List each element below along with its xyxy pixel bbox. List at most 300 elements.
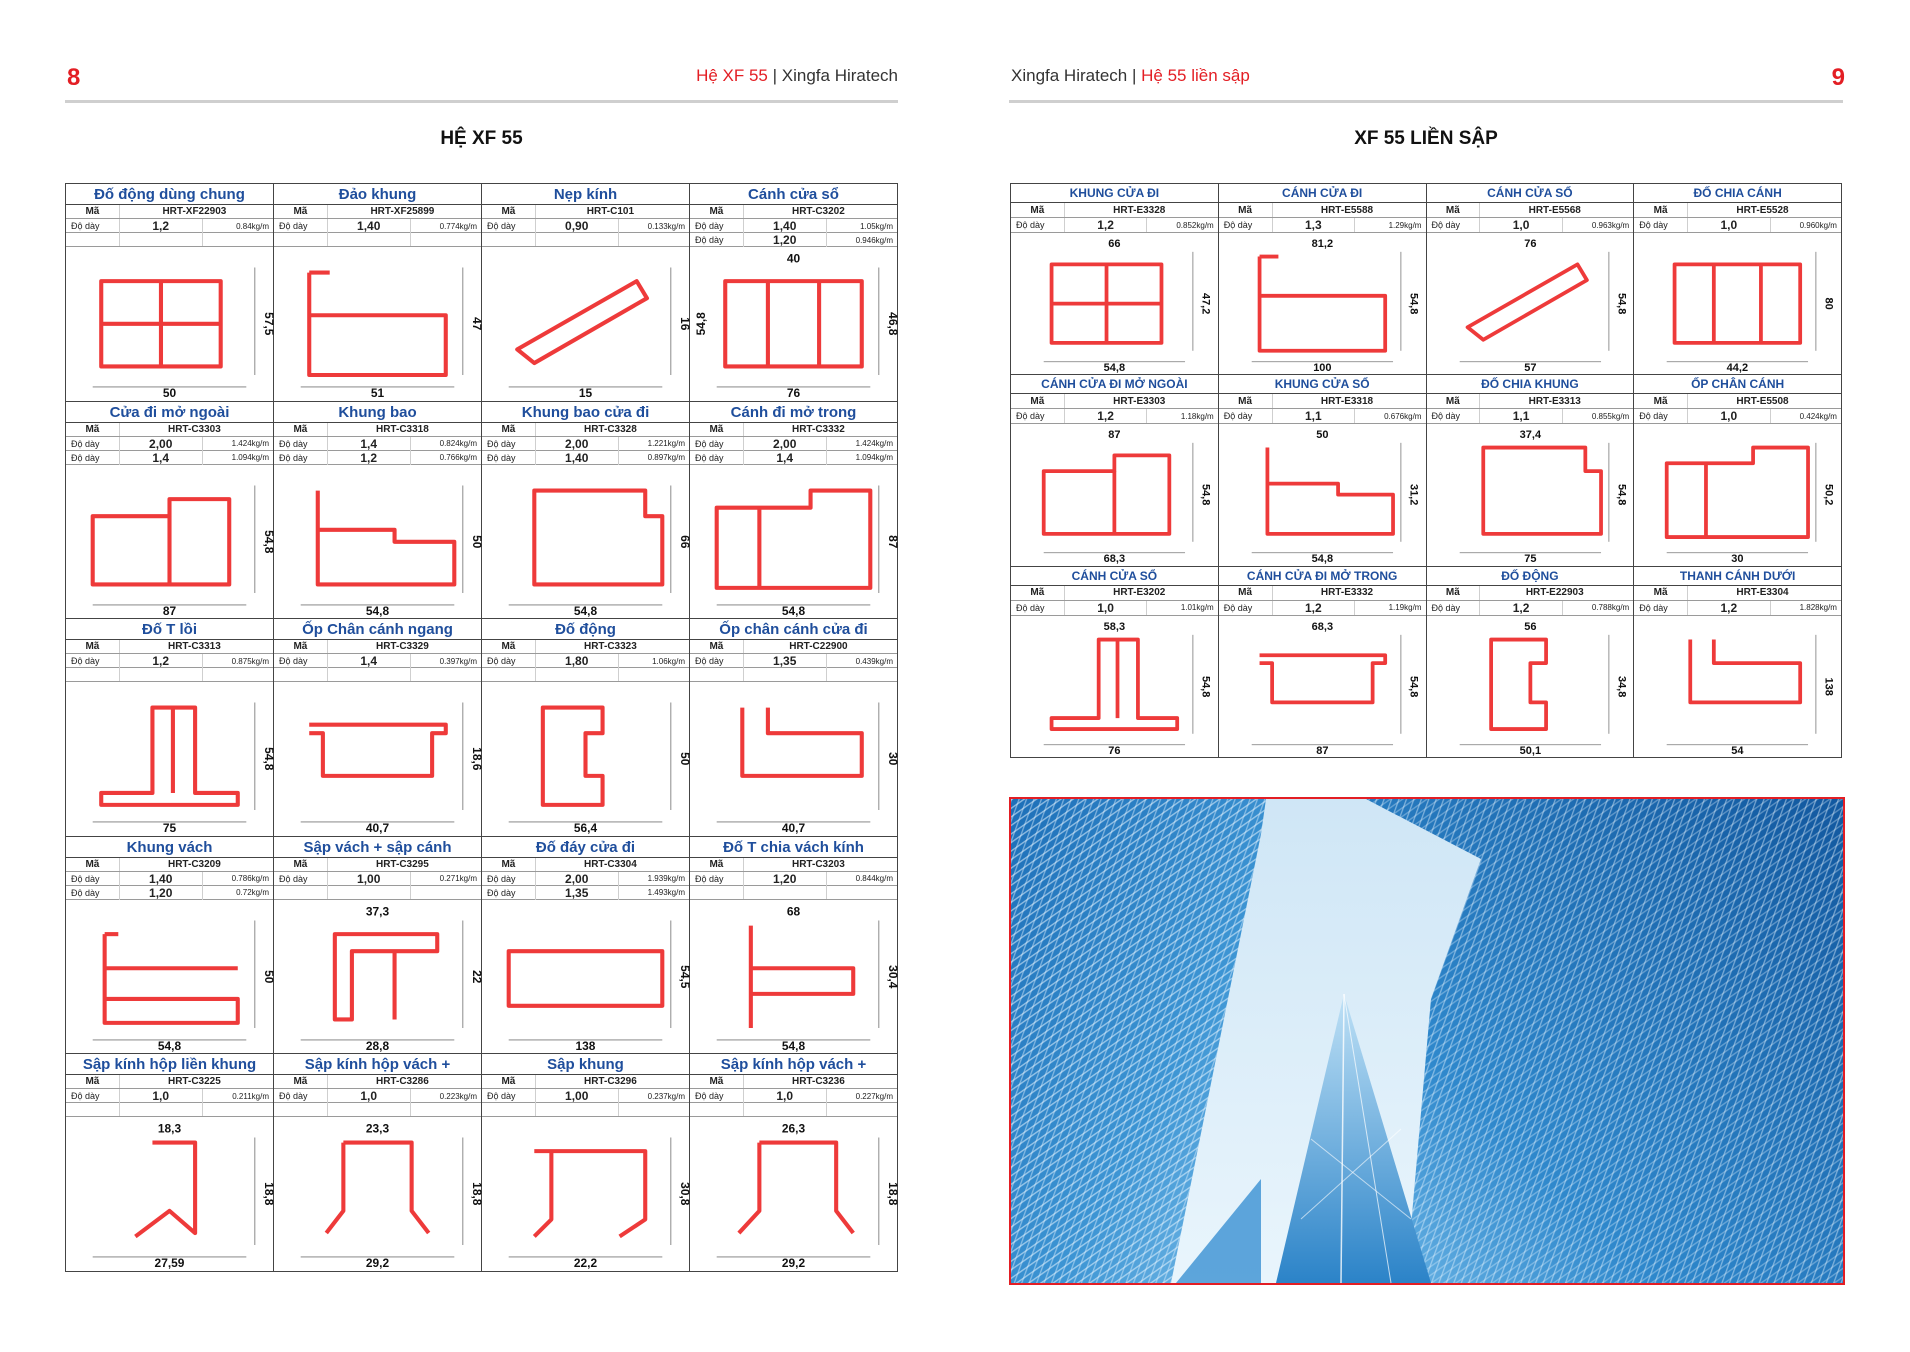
thickness-label: Độ dày — [690, 437, 744, 451]
profile-card-canh-cua-di-mo-ngoai — [1011, 375, 1219, 566]
running-head-separator: | — [772, 66, 782, 85]
thickness-row — [66, 437, 273, 451]
dimension-label: 29,2 — [365, 1256, 390, 1271]
profile-name: Sập kính hộp liền khung — [66, 1054, 273, 1075]
profile-cross-section — [274, 900, 485, 1054]
code-label: Mã — [1011, 586, 1065, 600]
thickness-value: 1,40 — [744, 219, 827, 233]
dimension-label: 54,8 — [1199, 484, 1212, 506]
profile-code: HRT-E3332 — [1320, 587, 1374, 599]
running-head-brand: Xingfa Hiratech — [781, 66, 898, 85]
profile-code: HRT-E5588 — [1320, 204, 1374, 216]
code-label: Mã — [274, 423, 328, 436]
thickness-label: Độ dày — [1011, 218, 1065, 232]
profile-card-do-dong — [1427, 567, 1635, 758]
profile-cross-section — [66, 682, 277, 836]
code-row — [1634, 394, 1841, 409]
thickness-value: 1,0 — [1480, 218, 1563, 232]
weight-value: 0.946kg/m — [855, 235, 893, 245]
code-row — [1634, 203, 1841, 218]
thickness-label: Độ dày — [66, 654, 120, 668]
code-label: Mã — [1427, 203, 1481, 217]
weight-value: 1.493kg/m — [647, 888, 685, 898]
profile-drawing — [690, 465, 901, 619]
dimension-label: 23,3 — [365, 1121, 390, 1136]
profile-drawing — [274, 1117, 485, 1271]
thickness-row — [66, 872, 273, 886]
profile-code: HRT-E22903 — [1525, 587, 1584, 599]
profile-name: Cánh đi mở trong — [690, 402, 897, 423]
profile-drawing — [274, 465, 485, 619]
thickness-label: Độ dày — [482, 451, 536, 465]
thickness-value: 1,2 — [328, 451, 411, 465]
weight-value: 0.897kg/m — [647, 453, 685, 463]
weight-value: 0.875kg/m — [231, 656, 269, 666]
dimension-label: 50 — [162, 386, 177, 401]
thickness-label: Độ dày — [1427, 218, 1481, 232]
dimension-label: 54,8 — [693, 312, 708, 336]
weight-value: 1.01kg/m — [1180, 603, 1214, 613]
dimension-label: 54,8 — [781, 603, 806, 618]
dimension-label: 75 — [1523, 553, 1536, 566]
running-head-brand: Xingfa Hiratech — [1011, 66, 1128, 85]
profile-drawing — [1011, 616, 1218, 757]
profile-outline — [1667, 448, 1808, 538]
dimension-label: 40,7 — [781, 821, 806, 836]
header-rule — [1009, 100, 1843, 103]
profile-code: HRT-E5528 — [1736, 204, 1789, 216]
profile-cross-section — [66, 465, 277, 619]
weight-value: 0.824kg/m — [439, 439, 477, 449]
profile-cross-section — [1427, 616, 1634, 757]
thickness-label: Độ dày — [66, 437, 120, 451]
profile-card-sap-khung — [482, 1054, 693, 1272]
thickness-row — [482, 1089, 689, 1103]
dimension-label: 76 — [1108, 744, 1121, 757]
thickness-value: 1,2 — [120, 654, 203, 668]
code-row — [66, 640, 273, 654]
profile-card-canh-cua-so — [690, 184, 901, 402]
dimension-label: 50,2 — [1822, 484, 1835, 506]
profile-name: Đố động — [482, 619, 689, 640]
profile-outline — [1467, 264, 1586, 339]
dimension-label: 54,8 — [1199, 675, 1212, 698]
empty-spec-row — [274, 668, 481, 682]
thickness-label: Độ dày — [482, 654, 536, 668]
thickness-value: 1,20 — [744, 233, 827, 247]
profile-card-do-day-cua-di — [482, 837, 693, 1055]
profile-outline — [326, 1143, 343, 1233]
thickness-row — [690, 233, 897, 247]
profile-outline — [534, 490, 662, 584]
weight-value: 0.397kg/m — [439, 656, 477, 666]
profile-drawing — [66, 682, 277, 836]
profile-cross-section — [482, 900, 693, 1054]
thickness-value: 1,2 — [1065, 218, 1148, 232]
profile-cross-section — [66, 1117, 277, 1271]
thickness-row — [690, 437, 897, 451]
dimension-label: 50 — [1316, 429, 1329, 442]
thickness-label: Độ dày — [1427, 409, 1481, 423]
weight-value: 0.84kg/m — [236, 221, 269, 231]
thickness-row — [274, 1089, 481, 1103]
profile-outline — [1691, 639, 1801, 702]
weight-value: 1.05kg/m — [860, 221, 893, 231]
profile-cross-section — [690, 465, 901, 619]
dimension-label: 30,8 — [678, 1182, 693, 1206]
profile-cross-section — [1219, 424, 1426, 565]
dimension-label: 18,3 — [157, 1121, 182, 1136]
code-label: Mã — [66, 423, 120, 436]
thickness-value: 1,35 — [744, 654, 827, 668]
profile-cross-section — [690, 1117, 901, 1271]
code-label: Mã — [1634, 394, 1688, 408]
dimension-label: 54,8 — [1407, 292, 1420, 315]
profile-card-thanh-canh-duoi — [1634, 567, 1842, 758]
weight-value: 0.852kg/m — [1176, 220, 1214, 230]
dimension-label: 16 — [678, 317, 693, 331]
weight-value: 0.439kg/m — [855, 656, 893, 666]
profile-drawing — [482, 682, 693, 836]
code-row — [690, 205, 897, 219]
thickness-value: 1,40 — [536, 451, 619, 465]
skyscraper-photo — [1009, 797, 1845, 1285]
weight-value: 0.227kg/m — [855, 1091, 893, 1101]
weight-value: 0.211kg/m — [232, 1091, 269, 1101]
dimension-label: 44,2 — [1726, 362, 1749, 375]
code-label: Mã — [690, 205, 744, 218]
thickness-row — [1219, 409, 1426, 424]
empty-spec-row — [66, 1103, 273, 1117]
profile-code: HRT-C3304 — [583, 858, 637, 870]
dimension-label: 15 — [578, 386, 593, 401]
thickness-label: Độ dày — [690, 654, 744, 668]
thickness-row — [482, 872, 689, 886]
profile-drawing — [1011, 233, 1218, 374]
thickness-label: Độ dày — [1634, 409, 1688, 423]
thickness-value: 1,0 — [744, 1089, 827, 1103]
thickness-row — [690, 872, 897, 886]
dimension-label: 22,2 — [573, 1256, 598, 1271]
thickness-value: 2,00 — [536, 872, 619, 886]
profile-cross-section — [274, 247, 485, 401]
code-label: Mã — [274, 205, 328, 218]
profile-drawing — [1427, 616, 1634, 757]
profile-drawing — [1219, 233, 1426, 374]
thickness-value: 1,0 — [120, 1089, 203, 1103]
weight-value: 1.06kg/m — [652, 656, 685, 666]
dimension-label: 138 — [1822, 677, 1835, 696]
profile-outline — [1052, 639, 1178, 729]
thickness-row — [1219, 218, 1426, 233]
dimension-label: 56,4 — [573, 821, 598, 836]
profile-code: HRT-C3295 — [375, 858, 429, 870]
profile-name: KHUNG CỬA ĐI — [1011, 184, 1218, 203]
dimension-label: 40,7 — [365, 821, 390, 836]
weight-value: 0.960kg/m — [1799, 220, 1837, 230]
profile-name: CÁNH CỬA SỔ — [1427, 184, 1634, 203]
empty-spec-row — [690, 1103, 897, 1117]
code-label: Mã — [690, 640, 744, 653]
code-label: Mã — [482, 640, 536, 653]
dimension-label: 76 — [1523, 238, 1536, 251]
empty-spec-row — [66, 668, 273, 682]
profile-outline — [1491, 639, 1546, 729]
dimension-label: 87 — [1316, 744, 1329, 757]
thickness-row — [274, 654, 481, 668]
profile-code: HRT-E3303 — [1113, 395, 1166, 407]
profile-name: Đố đáy cửa đi — [482, 837, 689, 858]
weight-value: 1.094kg/m — [231, 453, 269, 463]
dimension-label: 75 — [162, 821, 177, 836]
thickness-label: Độ dày — [274, 451, 328, 465]
thickness-value: 1,20 — [120, 886, 203, 900]
code-row — [274, 1075, 481, 1089]
thickness-label: Độ dày — [66, 872, 120, 886]
profile-card-canh-cua-di — [1219, 184, 1427, 375]
profile-drawing — [482, 247, 693, 401]
header-rule — [65, 100, 898, 103]
dimension-label: 30,4 — [886, 964, 901, 989]
dimension-label: 66 — [1108, 238, 1121, 251]
dimension-label: 66 — [678, 534, 693, 549]
thickness-label: Độ dày — [1011, 601, 1065, 615]
profile-code: HRT-C101 — [586, 206, 635, 217]
thickness-row — [274, 219, 481, 233]
thickness-row — [482, 437, 689, 451]
profile-code: HRT-C3202 — [791, 206, 845, 217]
code-label: Mã — [482, 205, 536, 218]
profile-drawing — [1634, 616, 1841, 757]
thickness-row — [1634, 601, 1841, 616]
profile-outline — [517, 281, 647, 363]
profile-card-khung-bao-cua-di — [482, 402, 693, 620]
profile-card-do-dong-dung-chung — [66, 184, 277, 402]
running-head — [696, 66, 898, 86]
profile-name: Đảo khung — [274, 184, 481, 205]
thickness-label: Độ dày — [690, 233, 744, 247]
dimension-label: 87 — [1108, 429, 1121, 442]
profile-drawing — [1219, 616, 1426, 757]
running-head-separator: | — [1131, 66, 1142, 85]
thickness-value: 1,00 — [328, 872, 411, 886]
thickness-label: Độ dày — [482, 886, 536, 900]
profile-outline — [1259, 257, 1385, 351]
weight-value: 1.424kg/m — [231, 439, 269, 449]
profile-card-do-t-loi — [66, 619, 277, 837]
profile-cross-section — [66, 900, 277, 1054]
profile-name: Sập khung — [482, 1054, 689, 1075]
dimension-label: 57 — [1523, 362, 1536, 375]
code-row — [274, 640, 481, 654]
profile-drawing — [1011, 424, 1218, 565]
dimension-label: 18,8 — [470, 1182, 485, 1206]
profile-cross-section — [1634, 616, 1841, 757]
weight-value: 0.963kg/m — [1591, 220, 1630, 230]
profile-code: HRT-E3304 — [1736, 587, 1789, 599]
code-row — [1011, 586, 1218, 601]
profile-cross-section — [482, 682, 693, 836]
code-row — [1219, 586, 1426, 601]
profile-code: HRT-XF25899 — [370, 206, 435, 217]
profile-code: HRT-XF22903 — [162, 206, 227, 217]
profile-cross-section — [482, 247, 693, 401]
weight-value: 1.221kg/m — [647, 439, 685, 449]
profile-cross-section — [1427, 233, 1634, 374]
profile-name: Ốp chân cánh cửa đi — [690, 619, 897, 640]
weight-value: 0.786kg/m — [231, 874, 269, 884]
profile-card-canh-cua-so — [1427, 184, 1635, 375]
profile-card-khung-cua-di — [1011, 184, 1219, 375]
profile-outline — [318, 490, 455, 584]
thickness-value: 1,2 — [1688, 601, 1771, 615]
profile-outline — [543, 708, 603, 805]
dimension-label: 29,2 — [781, 1256, 806, 1271]
weight-value: 0.855kg/m — [1591, 411, 1630, 421]
empty-spec-row — [66, 233, 273, 247]
dimension-label: 54,8 — [157, 1038, 182, 1053]
profile-outline — [1259, 655, 1385, 702]
thickness-value: 0,90 — [536, 219, 619, 233]
dimension-label: 54,8 — [1311, 553, 1333, 566]
dimension-label: 57,5 — [262, 312, 277, 336]
profile-drawing — [1634, 424, 1841, 565]
profile-card-sap-kinh-hop-lien-khung — [66, 1054, 277, 1272]
code-label: Mã — [1011, 394, 1065, 408]
thickness-label: Độ dày — [274, 437, 328, 451]
empty-spec-row — [482, 668, 689, 682]
profile-drawing — [690, 1117, 901, 1271]
code-label: Mã — [1011, 203, 1065, 217]
thickness-value: 1,35 — [536, 886, 619, 900]
dimension-label: 54,8 — [1614, 292, 1627, 315]
thickness-value: 1,2 — [1065, 409, 1148, 423]
profile-cross-section — [482, 465, 693, 619]
running-head — [1011, 66, 1250, 86]
thickness-value: 2,00 — [536, 437, 619, 451]
profile-drawing — [1427, 233, 1634, 374]
profile-code: HRT-C3203 — [791, 858, 845, 870]
profile-drawing — [1219, 424, 1426, 565]
weight-value: 1.094kg/m — [855, 453, 893, 463]
thickness-value: 1,40 — [120, 872, 203, 886]
code-row — [66, 858, 273, 872]
profile-cross-section — [66, 247, 277, 401]
profile-card-khung-vach — [66, 837, 277, 1055]
thickness-row — [66, 886, 273, 900]
profile-code: HRT-C3313 — [167, 641, 221, 653]
dimension-label: 18,6 — [470, 747, 485, 771]
thickness-value: 1,2 — [1480, 601, 1563, 615]
dimension-label: 58,3 — [1103, 620, 1126, 633]
thickness-row — [482, 886, 689, 900]
weight-value: 0.676kg/m — [1384, 411, 1422, 421]
thickness-label: Độ dày — [1427, 601, 1481, 615]
code-label: Mã — [66, 1075, 120, 1088]
dimension-label: 54,8 — [262, 747, 277, 771]
dimension-label: 68 — [786, 904, 801, 919]
thickness-label: Độ dày — [66, 451, 120, 465]
profile-name: THANH CÁNH DƯỚI — [1634, 567, 1841, 586]
profile-drawing — [1427, 424, 1634, 565]
profile-name: KHUNG CỬA SỔ — [1219, 375, 1426, 394]
code-label: Mã — [482, 1075, 536, 1088]
weight-value: 1.18kg/m — [1180, 411, 1214, 421]
profile-cross-section — [1634, 233, 1841, 374]
profile-card-op-chan-canh-cua-di — [690, 619, 901, 837]
thickness-row — [690, 219, 897, 233]
thickness-value: 2,00 — [120, 437, 203, 451]
profile-outline — [759, 1143, 853, 1233]
thickness-row — [1634, 218, 1841, 233]
profile-drawing — [66, 1117, 277, 1271]
profile-card-canh-di-mo-trong — [690, 402, 901, 620]
profile-drawing — [690, 247, 901, 401]
dimension-label: 68,3 — [1103, 553, 1126, 566]
empty-spec-row — [690, 886, 897, 900]
dimension-label: 54,8 — [262, 529, 277, 554]
weight-value: 0.72kg/m — [236, 888, 269, 898]
thickness-label: Độ dày — [482, 219, 536, 233]
thickness-label: Độ dày — [482, 1089, 536, 1103]
dimension-label: 54,8 — [573, 603, 598, 618]
thickness-row — [690, 1089, 897, 1103]
profile-card-sap-kinh-hop-vach — [274, 1054, 485, 1272]
thickness-row — [274, 437, 481, 451]
profile-name: Sập kính hộp vách + — [690, 1054, 897, 1075]
profile-cross-section — [1219, 616, 1426, 757]
thickness-label: Độ dày — [1634, 218, 1688, 232]
profile-outline — [1675, 264, 1801, 343]
profile-outline — [742, 708, 861, 776]
code-row — [482, 423, 689, 437]
profile-code: HRT-C3328 — [583, 423, 637, 435]
thickness-label: Độ dày — [1634, 601, 1688, 615]
code-label: Mã — [1219, 203, 1273, 217]
profile-cross-section — [1634, 424, 1841, 565]
profile-name: Khung vách — [66, 837, 273, 858]
dimension-label: 22 — [470, 969, 485, 984]
code-label: Mã — [1634, 586, 1688, 600]
code-label: Mã — [274, 858, 328, 871]
dimension-label: 27,59 — [154, 1256, 185, 1271]
code-label: Mã — [274, 640, 328, 653]
weight-value: 1.939kg/m — [647, 874, 685, 884]
thickness-label: Độ dày — [690, 219, 744, 233]
dimension-label: 46,8 — [886, 312, 901, 336]
profile-code: HRT-E3313 — [1528, 395, 1581, 407]
profile-cross-section — [690, 900, 901, 1054]
thickness-label: Độ dày — [690, 1089, 744, 1103]
profile-card-khung-cua-so — [1219, 375, 1427, 566]
dimension-label: 50 — [470, 534, 485, 549]
profile-drawing — [66, 247, 277, 401]
thickness-row — [690, 654, 897, 668]
profile-code: HRT-C3332 — [791, 423, 845, 435]
profile-outline — [739, 1143, 759, 1233]
code-label: Mã — [482, 423, 536, 436]
profile-outline — [1483, 448, 1601, 534]
profile-code: HRT-C3318 — [375, 423, 429, 435]
code-label: Mã — [66, 205, 120, 218]
weight-value: 0.271kg/m — [439, 874, 477, 884]
profile-name: Nẹp kính — [482, 184, 689, 205]
profile-cross-section — [274, 682, 485, 836]
profile-outline — [105, 934, 238, 1023]
profile-name: Đố động dùng chung — [66, 184, 273, 205]
code-row — [1427, 586, 1634, 601]
profile-name: Đố T lồi — [66, 619, 273, 640]
